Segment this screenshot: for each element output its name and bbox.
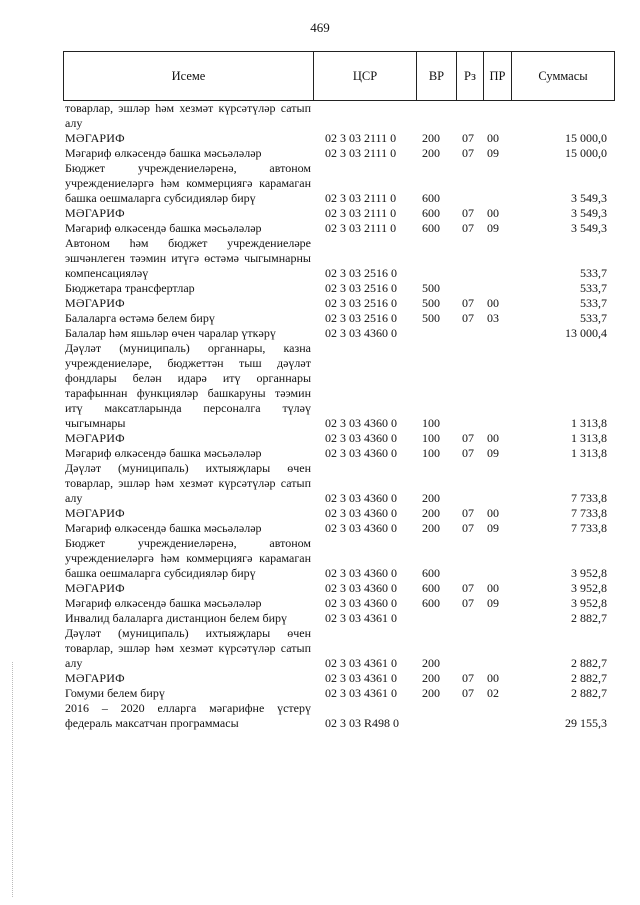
row-pr: 09 <box>487 146 499 160</box>
row-vr: 200 <box>422 146 440 160</box>
table-row <box>63 101 615 131</box>
table-row <box>63 671 615 686</box>
row-vr: 500 <box>422 311 440 325</box>
header-sum: Суммасы <box>538 68 588 83</box>
row-csr: 02 3 03 2111 0 <box>325 131 397 145</box>
row-csr: 02 3 03 4360 0 <box>325 596 397 610</box>
row-name: МӘГАРИФ <box>65 296 125 310</box>
table-row <box>63 341 615 431</box>
header-csr: ЦСР <box>314 52 417 100</box>
table-row <box>63 311 615 326</box>
row-name: Автоном һәм бюджет учреждениеләре эшчәнлеген тәэмин итүгә өстәмә чыгымнарны компенсацияләү <box>65 236 311 280</box>
table-row <box>63 626 615 671</box>
row-csr: 02 3 03 4360 0 <box>325 581 397 595</box>
row-csr: 02 3 03 4361 0 <box>325 686 397 700</box>
row-csr: 02 3 03 2111 0 <box>325 191 397 205</box>
row-csr: 02 3 03 4360 0 <box>325 566 397 580</box>
row-csr: 02 3 03 4360 0 <box>325 431 397 445</box>
row-vr: 200 <box>422 521 440 535</box>
row-name: Инвалид балаларга дистанцион белем бирү <box>65 611 288 625</box>
row-name: МӘГАРИФ <box>65 671 125 685</box>
row-pr: 00 <box>487 581 499 595</box>
row-sum: 533,7 <box>580 266 607 280</box>
row-csr: 02 3 03 4360 0 <box>325 446 397 460</box>
row-sum: 7 733,8 <box>571 521 607 535</box>
row-name: МӘГАРИФ <box>65 581 125 595</box>
row-vr: 100 <box>422 416 440 430</box>
table-row <box>63 221 615 236</box>
row-sum: 7 733,8 <box>571 506 607 520</box>
row-pr: 09 <box>487 446 499 460</box>
header-vr: ВР <box>417 52 457 100</box>
row-vr: 100 <box>422 431 440 445</box>
row-name: Мәгариф өлкәсендә башка мәсьәләләр <box>65 146 262 160</box>
row-rz: 07 <box>462 221 474 235</box>
row-vr: 600 <box>422 206 440 220</box>
row-pr: 00 <box>487 671 499 685</box>
row-name: Бюджет учреждениеләренә, автоном учреждениеләргә һәм коммерциягә карамаган башка оешмаларга субсидияләр бирү <box>65 161 311 205</box>
row-sum: 15 000,0 <box>565 146 607 160</box>
row-sum: 533,7 <box>580 296 607 310</box>
row-name: Дәүләт (муниципаль) ихтыяҗлары өчен товарлар, эшләр һәм хезмәт күрсәтүләр сатып алу <box>65 626 311 670</box>
table-row <box>63 506 615 521</box>
row-rz: 07 <box>462 671 474 685</box>
table-row <box>63 131 615 146</box>
header-rz: Рз <box>457 52 484 100</box>
row-rz: 07 <box>462 146 474 160</box>
margin-marks <box>12 662 15 897</box>
row-csr: 02 3 03 4360 0 <box>325 521 397 535</box>
table-row <box>63 581 615 596</box>
row-csr: 02 3 03 4361 0 <box>325 656 397 670</box>
row-sum: 2 882,7 <box>571 671 607 685</box>
row-pr: 09 <box>487 596 499 610</box>
row-sum: 13 000,4 <box>565 326 607 340</box>
table-row <box>63 281 615 296</box>
row-rz: 07 <box>462 506 474 520</box>
table-row <box>63 236 615 281</box>
row-vr: 200 <box>422 686 440 700</box>
row-vr: 500 <box>422 281 440 295</box>
row-csr: 02 3 03 4361 0 <box>325 611 397 625</box>
row-sum: 3 549,3 <box>571 191 607 205</box>
table-row <box>63 701 615 731</box>
row-sum: 3 952,8 <box>571 566 607 580</box>
row-name: 2016 – 2020 елларга мәгарифне үстерү федераль максатчан программасы <box>65 701 311 730</box>
row-rz: 07 <box>462 581 474 595</box>
row-rz: 07 <box>462 446 474 460</box>
row-sum: 3 952,8 <box>571 581 607 595</box>
row-vr: 200 <box>422 671 440 685</box>
table-row <box>63 611 615 626</box>
page-number: 469 <box>310 20 330 35</box>
row-sum: 1 313,8 <box>571 416 607 430</box>
row-sum: 1 313,8 <box>571 431 607 445</box>
row-vr: 200 <box>422 506 440 520</box>
row-sum: 29 155,3 <box>565 716 607 730</box>
row-csr: 02 3 03 2516 0 <box>325 296 397 310</box>
row-sum: 3 549,3 <box>571 206 607 220</box>
row-pr: 02 <box>487 686 499 700</box>
row-vr: 200 <box>422 131 440 145</box>
row-name: Гомуми белем бирү <box>65 686 165 700</box>
row-vr: 600 <box>422 581 440 595</box>
row-name: товарлар, эшләр һәм хезмәт күрсәтүләр сатып алу <box>65 101 311 130</box>
row-csr: 02 3 03 R498 0 <box>325 716 400 730</box>
row-csr: 02 3 03 2111 0 <box>325 206 397 220</box>
table-body <box>63 101 615 731</box>
table-header <box>63 51 615 101</box>
row-rz: 07 <box>462 131 474 145</box>
row-name: МӘГАРИФ <box>65 206 125 220</box>
row-csr: 02 3 03 2516 0 <box>325 266 397 280</box>
row-sum: 15 000,0 <box>565 131 607 145</box>
row-vr: 600 <box>422 221 440 235</box>
table-row <box>63 446 615 461</box>
row-vr: 600 <box>422 191 440 205</box>
row-name: МӘГАРИФ <box>65 506 125 520</box>
header-pr: ПР <box>484 52 512 100</box>
row-vr: 200 <box>422 491 440 505</box>
row-rz: 07 <box>462 521 474 535</box>
row-sum: 3 952,8 <box>571 596 607 610</box>
table-row <box>63 326 615 341</box>
row-vr: 500 <box>422 296 440 310</box>
row-csr: 02 3 03 4360 0 <box>325 326 397 340</box>
row-csr: 02 3 03 4360 0 <box>325 506 397 520</box>
table-row <box>63 596 615 611</box>
row-pr: 00 <box>487 506 499 520</box>
row-name: Дәүләт (муниципаль) органнары, казна учреждениеләре, бюджеттән тыш дәүләт фондлары белән идарә итү органнары тарафыннан функцияләр башкаруны тәэмин итү максатларында персоналга түләү чыгымнары <box>65 341 311 430</box>
row-sum: 2 882,7 <box>571 656 607 670</box>
table-row <box>63 431 615 446</box>
table-row <box>63 146 615 161</box>
row-sum: 1 313,8 <box>571 446 607 460</box>
row-rz: 07 <box>462 596 474 610</box>
row-csr: 02 3 03 2111 0 <box>325 146 397 160</box>
table-row <box>63 206 615 221</box>
row-sum: 7 733,8 <box>571 491 607 505</box>
table-row <box>63 296 615 311</box>
row-name: Дәүләт (муниципаль) ихтыяҗлары өчен товарлар, эшләр һәм хезмәт күрсәтүләр сатып алу <box>65 461 311 505</box>
row-name: Балаларга өстәмә белем бирү <box>65 311 215 325</box>
row-rz: 07 <box>462 206 474 220</box>
row-pr: 09 <box>487 521 499 535</box>
row-sum: 3 549,3 <box>571 221 607 235</box>
row-name: Бюджетара трансфертлар <box>65 281 195 295</box>
table-row <box>63 536 615 581</box>
row-csr: 02 3 03 4360 0 <box>325 416 397 430</box>
row-rz: 07 <box>462 431 474 445</box>
row-vr: 200 <box>422 656 440 670</box>
table-row <box>63 521 615 536</box>
row-vr: 600 <box>422 596 440 610</box>
row-pr: 00 <box>487 431 499 445</box>
row-name: Мәгариф өлкәсендә башка мәсьәләләр <box>65 596 262 610</box>
row-pr: 09 <box>487 221 499 235</box>
table-row <box>63 161 615 206</box>
header-name: Исеме <box>64 52 314 100</box>
row-sum: 2 882,7 <box>571 611 607 625</box>
row-csr: 02 3 03 4361 0 <box>325 671 397 685</box>
row-name: Мәгариф өлкәсендә башка мәсьәләләр <box>65 446 262 460</box>
row-vr: 100 <box>422 446 440 460</box>
table-row <box>63 461 615 506</box>
row-rz: 07 <box>462 686 474 700</box>
row-name: Бюджет учреждениеләренә, автоном учреждениеләргә һәм коммерциягә карамаган башка оешмаларга субсидияләр бирү <box>65 536 311 580</box>
row-csr: 02 3 03 2111 0 <box>325 221 397 235</box>
row-pr: 03 <box>487 311 499 325</box>
row-pr: 00 <box>487 131 499 145</box>
row-pr: 00 <box>487 206 499 220</box>
row-vr: 600 <box>422 566 440 580</box>
row-name: Мәгариф өлкәсендә башка мәсьәләләр <box>65 221 262 235</box>
row-sum: 533,7 <box>580 311 607 325</box>
row-name: МӘГАРИФ <box>65 131 125 145</box>
row-sum: 2 882,7 <box>571 686 607 700</box>
row-pr: 00 <box>487 296 499 310</box>
row-sum: 533,7 <box>580 281 607 295</box>
table-row <box>63 686 615 701</box>
row-name: МӘГАРИФ <box>65 431 125 445</box>
row-name: Мәгариф өлкәсендә башка мәсьәләләр <box>65 521 262 535</box>
row-rz: 07 <box>462 296 474 310</box>
row-name: Балалар һәм яшьләр өчен чаралар үткәрү <box>65 326 276 340</box>
row-rz: 07 <box>462 311 474 325</box>
row-csr: 02 3 03 2516 0 <box>325 281 397 295</box>
row-csr: 02 3 03 4360 0 <box>325 491 397 505</box>
row-csr: 02 3 03 2516 0 <box>325 311 397 325</box>
